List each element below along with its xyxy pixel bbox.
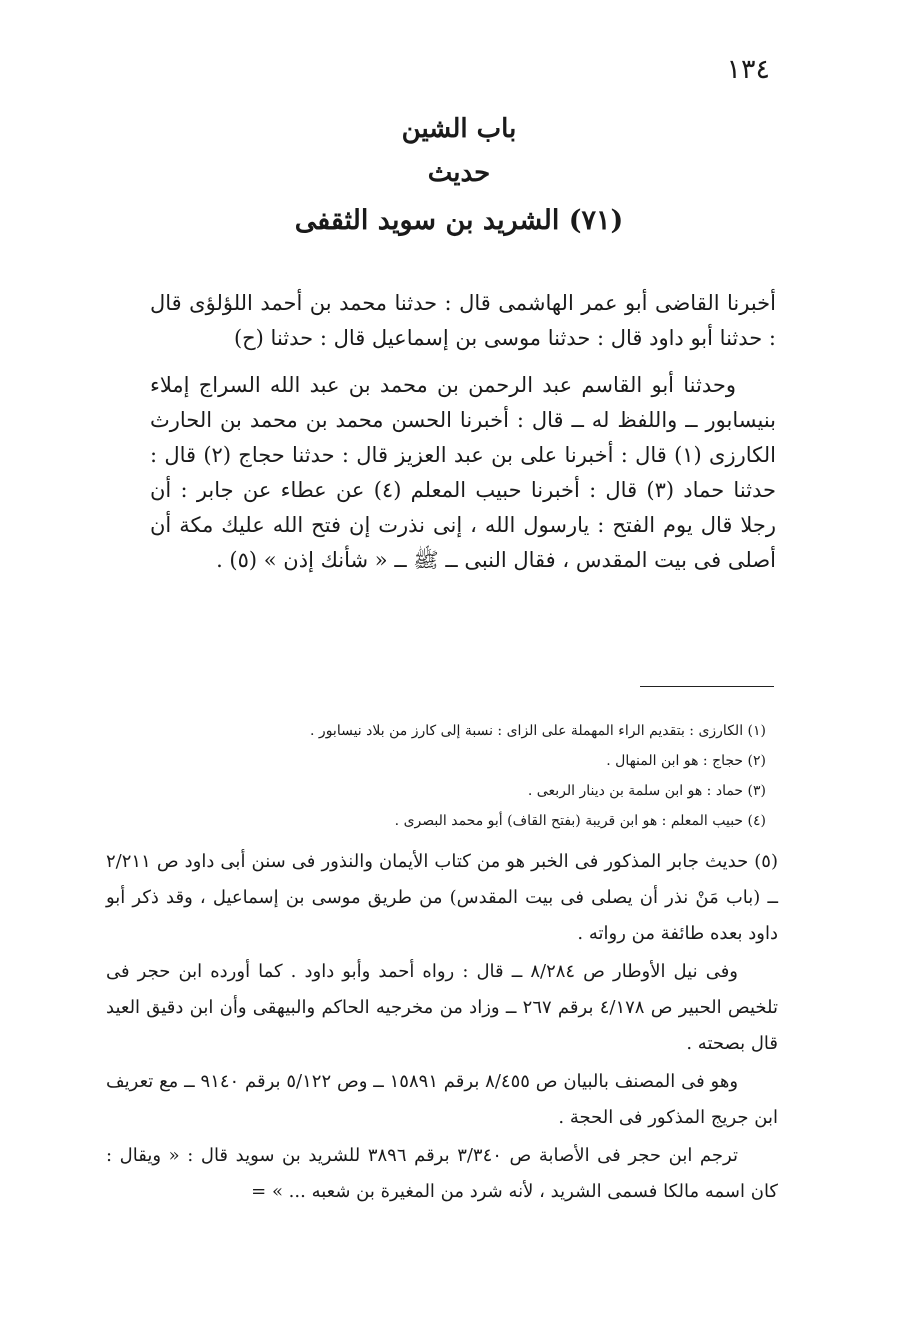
footnote-5-nayl: وفى نيل الأوطار ص ٨/٢٨٤ ــ قال : رواه أحمد وأبو داود . كما أورده ابن حجر فى تلخيص الحبير ص ٤/١٧٨ برقم ٢٦٧ ــ وزاد من مخرجيه الحاكم والبيهقى وأن ابن دقيق العيد قال بصحته . <box>106 961 779 1054</box>
hadith-title: (٧١) الشريد بن سويد الثقفى <box>294 205 624 236</box>
footnote-3: (٣) حماد : هو ابن سلمة بن دينار الربعى . <box>527 783 766 799</box>
paragraph-isnad: أخبرنا القاضى أبو عمر الهاشمى قال : حدثنا محمد بن أحمد اللؤلؤى قال : حدثنا أبو داود قال : حدثنا موسى بن إسماعيل قال : حدثنا (ح) <box>150 291 776 350</box>
footnote-2: (٢) حجاج : هو ابن المنهال . <box>606 753 766 769</box>
main-text <box>150 286 776 578</box>
section-heading: حديث <box>427 158 491 188</box>
footnotes-long <box>106 844 778 1210</box>
footnote-1: (١) الكارزى : بتقديم الراء المهملة على الزاى : نسبة إلى كارز من بلاد نيسابور . <box>310 723 766 739</box>
chapter-headings <box>0 116 918 234</box>
footnote-separator <box>640 686 774 687</box>
paragraph-hadith: وحدثنا أبو القاسم عبد الرحمن بن محمد بن عبد الله السراج إملاء بنيسابور ــ واللفظ له ــ قال : أخبرنا الحسن محمد بن محمد بن الحارث الكارزى (١) قال : أخبرنا على بن عبد العزيز قال : حدثنا حجاج (٢) قال : حدثنا حماد (٣) قال : أخبرنا حبيب المعلم (٤) عن عطاء عن جابر : أن رجلا قال يوم الفتح : يارسول الله ، إنى نذرت إن فتح الله عليك مكة أن أصلى فى بيت المقدس ، فقال النبى ــ ﷺ ــ « شأنك إذن » (٥) . <box>150 373 777 572</box>
footnote-5: (٥) حديث جابر المذكور فى الخبر هو من كتاب الأيمان والنذور فى سنن أبى داود ص ٢/٢١١ ــ (باب مَنْ نذر أن يصلى فى بيت المقدس) من طريق موسى بن إسماعيل ، وقد ذكر أبو داود بعده طائفة من رواته . <box>106 851 778 944</box>
page-number: ١٣٤ <box>726 54 770 85</box>
footnote-5-musannaf: وهو فى المصنف بالبيان ص ٨/٤٥٥ برقم ١٥٨٩١ ــ وص ٥/١٢٢ برقم ٩١٤٠ ــ مع تعريف ابن جريج المذكور فى الحجة . <box>106 1071 778 1128</box>
chapter-heading: باب الشين <box>401 114 517 144</box>
footnote-4: (٤) حبيب المعلم : هو ابن قريبة (بفتح القاف) أبو محمد البصرى . <box>394 813 766 829</box>
footnote-5-isaba: ترجم ابن حجر فى الأصابة ص ٣/٣٤٠ برقم ٣٨٩٦ للشريد بن سويد قال : « ويقال : كان اسمه مالكا فسمى الشريد ، لأنه شرد من المغيرة بن شعبه ... » = <box>106 1145 778 1202</box>
footnotes-short <box>150 716 766 836</box>
